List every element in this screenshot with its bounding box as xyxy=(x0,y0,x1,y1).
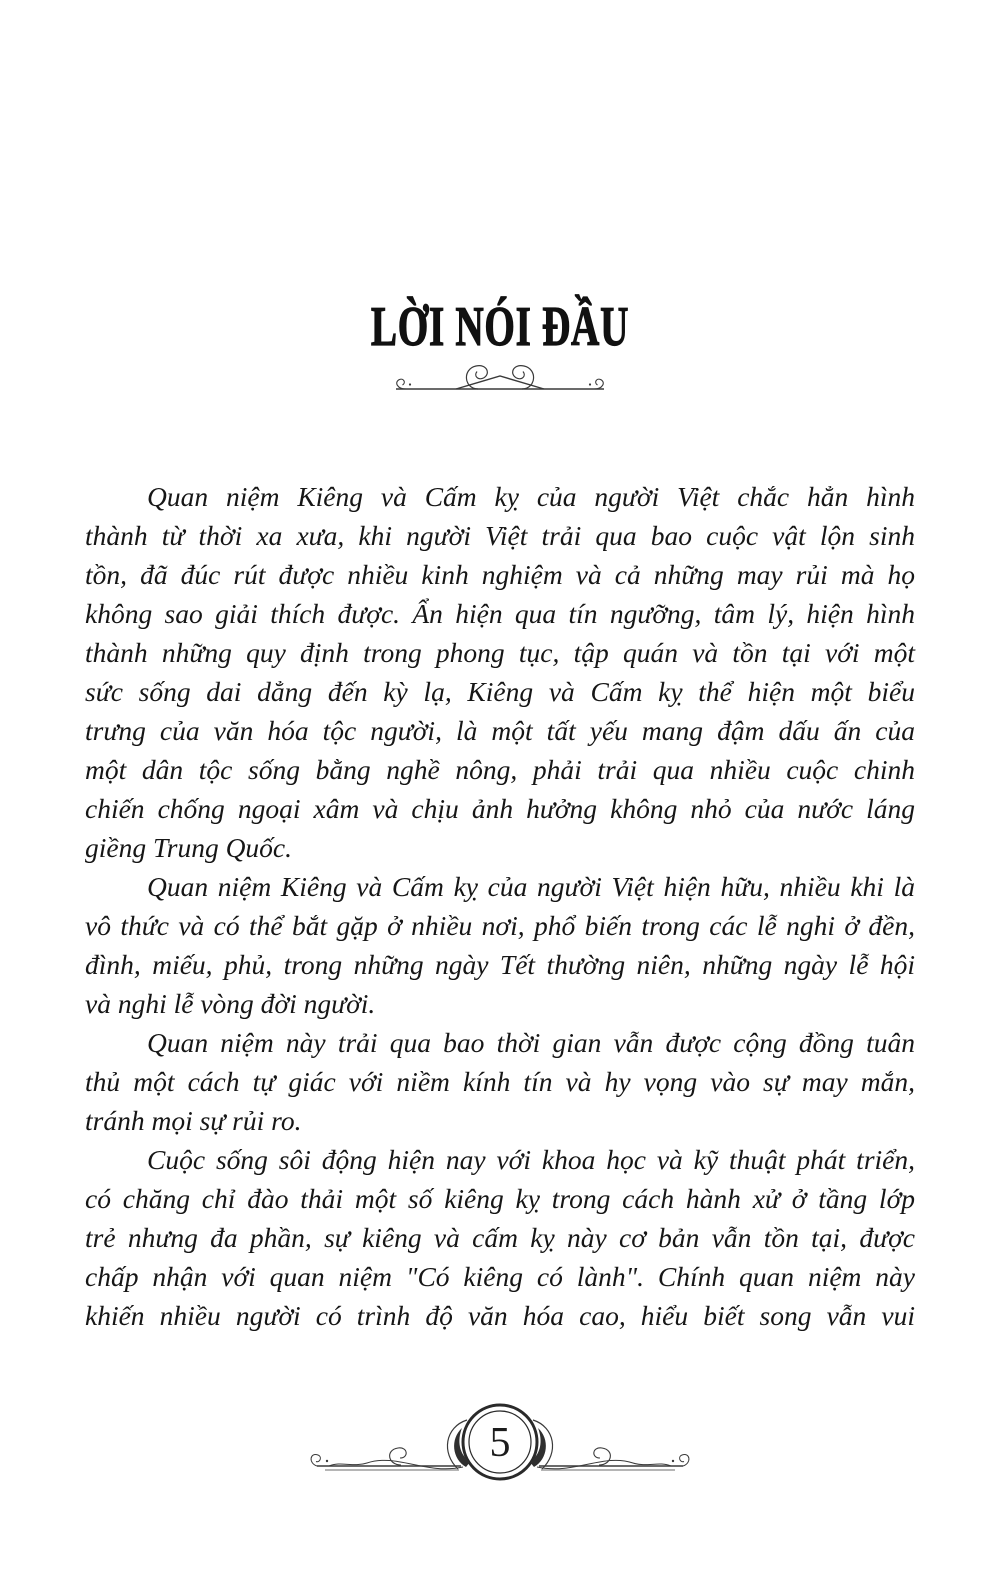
text-line: Cuộc sống sôi động hiện nay với khoa học và kỹ thuật phát triển, xyxy=(147,1144,915,1175)
body-text xyxy=(85,477,915,1335)
text-line: có chăng chỉ đào thải một số kiêng kỵ trong cách hành xử ở tầng lớp xyxy=(85,1183,915,1214)
text-line: thành từ thời xa xưa, khi người Việt trải qua bao cuộc vật lộn sinh xyxy=(85,520,915,551)
text-line: khiến nhiều người có trình độ văn hóa cao, hiểu biết song vẫn vui xyxy=(85,1300,915,1331)
text-line: trẻ nhưng đa phần, sự kiêng và cấm kỵ này cơ bản vẫn tồn tại, được xyxy=(85,1222,915,1253)
page-number: 5 xyxy=(489,1420,511,1466)
text-line: trưng của văn hóa tộc người, là một tất yếu mang đậm dấu ấn của xyxy=(85,715,915,746)
text-line: giềng Trung Quốc. xyxy=(85,832,293,863)
text-line: thành những quy định trong phong tục, tập quán và tồn tại với một xyxy=(85,637,915,668)
text-line: vô thức và có thể bắt gặp ở nhiều nơi, phổ biến trong các lễ nghi ở đền, xyxy=(85,910,915,941)
text-line: tránh mọi sự rủi ro. xyxy=(85,1105,302,1136)
title-flourish-icon xyxy=(392,358,608,402)
text-line: tồn, đã đúc rút được nhiều kinh nghiệm và cả những may rủi mà họ xyxy=(85,559,915,590)
page-title: LỜI NÓI ĐẦU xyxy=(370,296,630,358)
text-line: không sao giải thích được. Ẩn hiện qua tín ngưỡng, tâm lý, hiện hình xyxy=(85,598,915,629)
text-line: đình, miếu, phủ, trong những ngày Tết thường niên, những ngày lễ hội xyxy=(85,949,915,980)
text-line: một dân tộc sống bằng nghề nông, phải trải qua nhiều cuộc chinh xyxy=(85,754,915,785)
text-line: Quan niệm Kiêng và Cấm kỵ của người Việt hiện hữu, nhiều khi là xyxy=(147,871,915,902)
text-line: chiến chống ngoại xâm và chịu ảnh hưởng không nhỏ của nước láng xyxy=(85,793,915,824)
text-line: Quan niệm này trải qua bao thời gian vẫn được cộng đồng tuân xyxy=(147,1027,915,1058)
text-line: và nghi lễ vòng đời người. xyxy=(85,988,376,1019)
text-line: thủ một cách tự giác với niềm kính tín và hy vọng vào sự may mắn, xyxy=(85,1066,915,1097)
text-line: Quan niệm Kiêng và Cấm kỵ của người Việt chắc hẳn hình xyxy=(147,481,915,512)
text-line: sức sống dai dẳng đến kỳ lạ, Kiêng và Cấm kỵ thể hiện một biểu xyxy=(85,676,915,707)
text-line: chấp nhận với quan niệm "Có kiêng có lành". Chính quan niệm này xyxy=(85,1261,915,1292)
